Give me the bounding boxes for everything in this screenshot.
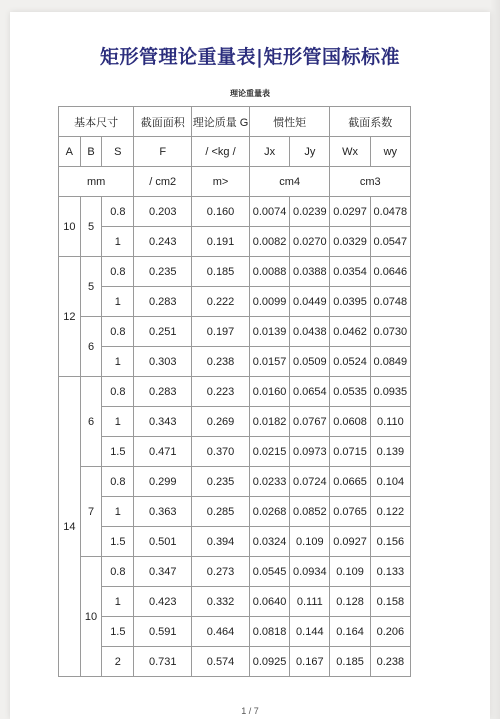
cell-f: 0.303 bbox=[134, 347, 192, 377]
cell-g: 0.394 bbox=[192, 527, 250, 557]
table-row bbox=[59, 227, 411, 257]
cell-f: 0.347 bbox=[134, 557, 192, 587]
cell-jy: 0.0973 bbox=[290, 437, 330, 467]
table-row bbox=[59, 257, 411, 287]
header-row-1 bbox=[59, 107, 411, 137]
cell-wx: 0.0395 bbox=[330, 287, 370, 317]
cell-jx: 0.0099 bbox=[249, 287, 289, 317]
cell-jy: 0.0449 bbox=[290, 287, 330, 317]
cell-g: 0.222 bbox=[192, 287, 250, 317]
cell-jy: 0.0767 bbox=[290, 407, 330, 437]
cell-g: 0.574 bbox=[192, 647, 250, 677]
cell-f: 0.501 bbox=[134, 527, 192, 557]
cell-jx: 0.0324 bbox=[249, 527, 289, 557]
cell-g: 0.191 bbox=[192, 227, 250, 257]
cell-wy: 0.0547 bbox=[370, 227, 410, 257]
cell-s: 1 bbox=[102, 347, 134, 377]
cell-f: 0.283 bbox=[134, 287, 192, 317]
cell-f: 0.471 bbox=[134, 437, 192, 467]
cell-g: 0.285 bbox=[192, 497, 250, 527]
cell-wy: 0.139 bbox=[370, 437, 410, 467]
cell-s: 0.8 bbox=[102, 257, 134, 287]
cell-b: 6 bbox=[80, 377, 102, 467]
header-mass-unit-top: / <kg / bbox=[192, 137, 250, 167]
header-section-modulus: 截面系数 bbox=[330, 107, 411, 137]
cell-jx: 0.0268 bbox=[249, 497, 289, 527]
header-mm: mm bbox=[59, 167, 134, 197]
cell-g: 0.185 bbox=[192, 257, 250, 287]
cell-g: 0.197 bbox=[192, 317, 250, 347]
cell-s: 1.5 bbox=[102, 617, 134, 647]
cell-jx: 0.0545 bbox=[249, 557, 289, 587]
cell-jy: 0.0934 bbox=[290, 557, 330, 587]
cell-jy: 0.0270 bbox=[290, 227, 330, 257]
cell-f: 0.235 bbox=[134, 257, 192, 287]
cell-s: 1 bbox=[102, 407, 134, 437]
cell-f: 0.363 bbox=[134, 497, 192, 527]
cell-wx: 0.0524 bbox=[330, 347, 370, 377]
table-row bbox=[59, 647, 411, 677]
table-row bbox=[59, 617, 411, 647]
cell-s: 0.8 bbox=[102, 197, 134, 227]
weight-table bbox=[58, 106, 411, 677]
cell-s: 0.8 bbox=[102, 467, 134, 497]
table-row bbox=[59, 497, 411, 527]
cell-jy: 0.144 bbox=[290, 617, 330, 647]
cell-jx: 0.0818 bbox=[249, 617, 289, 647]
cell-b: 7 bbox=[80, 467, 102, 557]
cell-s: 1.5 bbox=[102, 527, 134, 557]
cell-s: 0.8 bbox=[102, 317, 134, 347]
cell-wy: 0.156 bbox=[370, 527, 410, 557]
cell-wx: 0.0354 bbox=[330, 257, 370, 287]
header-row-3 bbox=[59, 167, 411, 197]
table-row bbox=[59, 317, 411, 347]
table-row bbox=[59, 467, 411, 497]
cell-g: 0.235 bbox=[192, 467, 250, 497]
cell-wy: 0.110 bbox=[370, 407, 410, 437]
scroll-edge bbox=[490, 0, 500, 719]
cell-wx: 0.0297 bbox=[330, 197, 370, 227]
header-basic-size: 基本尺寸 bbox=[59, 107, 134, 137]
cell-wy: 0.0935 bbox=[370, 377, 410, 407]
cell-s: 0.8 bbox=[102, 557, 134, 587]
header-f: F bbox=[134, 137, 192, 167]
cell-jx: 0.0233 bbox=[249, 467, 289, 497]
cell-wy: 0.0748 bbox=[370, 287, 410, 317]
cell-f: 0.423 bbox=[134, 587, 192, 617]
cell-wy: 0.133 bbox=[370, 557, 410, 587]
cell-f: 0.343 bbox=[134, 407, 192, 437]
table-caption: 理论重量表 bbox=[230, 89, 270, 98]
cell-wx: 0.0535 bbox=[330, 377, 370, 407]
cell-b: 10 bbox=[80, 557, 102, 677]
cell-b: 5 bbox=[80, 257, 102, 317]
cell-wx: 0.109 bbox=[330, 557, 370, 587]
cell-f: 0.203 bbox=[134, 197, 192, 227]
table-row bbox=[59, 527, 411, 557]
cell-f: 0.243 bbox=[134, 227, 192, 257]
cell-jx: 0.0160 bbox=[249, 377, 289, 407]
cell-wx: 0.0765 bbox=[330, 497, 370, 527]
table-row bbox=[59, 557, 411, 587]
document-page bbox=[10, 12, 490, 719]
cell-a: 10 bbox=[59, 197, 81, 257]
cell-wx: 0.0927 bbox=[330, 527, 370, 557]
cell-s: 2 bbox=[102, 647, 134, 677]
table-row bbox=[59, 407, 411, 437]
cell-jy: 0.0438 bbox=[290, 317, 330, 347]
cell-wx: 0.164 bbox=[330, 617, 370, 647]
cell-wx: 0.0608 bbox=[330, 407, 370, 437]
cell-jy: 0.109 bbox=[290, 527, 330, 557]
cell-jy: 0.0239 bbox=[290, 197, 330, 227]
cell-g: 0.160 bbox=[192, 197, 250, 227]
cell-wy: 0.122 bbox=[370, 497, 410, 527]
cell-s: 1.5 bbox=[102, 437, 134, 467]
table-row bbox=[59, 587, 411, 617]
cell-a: 12 bbox=[59, 257, 81, 377]
cell-jx: 0.0088 bbox=[249, 257, 289, 287]
cell-wx: 0.185 bbox=[330, 647, 370, 677]
header-wx: Wx bbox=[330, 137, 370, 167]
cell-g: 0.269 bbox=[192, 407, 250, 437]
cell-wx: 0.128 bbox=[330, 587, 370, 617]
header-cm3: cm3 bbox=[330, 167, 411, 197]
cell-s: 0.8 bbox=[102, 377, 134, 407]
cell-g: 0.223 bbox=[192, 377, 250, 407]
header-moment-of-inertia: 惯性矩 bbox=[249, 107, 330, 137]
cell-g: 0.273 bbox=[192, 557, 250, 587]
page-indicator: 1 / 7 bbox=[241, 706, 259, 716]
cell-wx: 0.0715 bbox=[330, 437, 370, 467]
table-row bbox=[59, 197, 411, 227]
header-wy: wy bbox=[370, 137, 410, 167]
header-cm4: cm4 bbox=[249, 167, 330, 197]
cell-jx: 0.0139 bbox=[249, 317, 289, 347]
cell-f: 0.591 bbox=[134, 617, 192, 647]
cell-wx: 0.0329 bbox=[330, 227, 370, 257]
table-row bbox=[59, 347, 411, 377]
cell-wy: 0.206 bbox=[370, 617, 410, 647]
cell-b: 6 bbox=[80, 317, 102, 377]
cell-wy: 0.0730 bbox=[370, 317, 410, 347]
cell-s: 1 bbox=[102, 227, 134, 257]
cell-wy: 0.238 bbox=[370, 647, 410, 677]
header-a: A bbox=[59, 137, 81, 167]
cell-g: 0.370 bbox=[192, 437, 250, 467]
table-row bbox=[59, 377, 411, 407]
cell-wy: 0.0478 bbox=[370, 197, 410, 227]
cell-wy: 0.0646 bbox=[370, 257, 410, 287]
table-row bbox=[59, 287, 411, 317]
header-jx: Jx bbox=[249, 137, 289, 167]
cell-g: 0.332 bbox=[192, 587, 250, 617]
cell-jy: 0.167 bbox=[290, 647, 330, 677]
header-mass-unit-bottom: m> bbox=[192, 167, 250, 197]
cell-jy: 0.0724 bbox=[290, 467, 330, 497]
cell-g: 0.238 bbox=[192, 347, 250, 377]
cell-jx: 0.0082 bbox=[249, 227, 289, 257]
cell-jy: 0.0509 bbox=[290, 347, 330, 377]
cell-wy: 0.158 bbox=[370, 587, 410, 617]
header-b: B bbox=[80, 137, 102, 167]
cell-jx: 0.0925 bbox=[249, 647, 289, 677]
cell-jx: 0.0157 bbox=[249, 347, 289, 377]
cell-jx: 0.0640 bbox=[249, 587, 289, 617]
cell-jy: 0.0654 bbox=[290, 377, 330, 407]
cell-wy: 0.104 bbox=[370, 467, 410, 497]
cell-f: 0.283 bbox=[134, 377, 192, 407]
cell-jy: 0.0852 bbox=[290, 497, 330, 527]
cell-s: 1 bbox=[102, 287, 134, 317]
cell-jx: 0.0182 bbox=[249, 407, 289, 437]
cell-jy: 0.0388 bbox=[290, 257, 330, 287]
cell-f: 0.251 bbox=[134, 317, 192, 347]
cell-wx: 0.0462 bbox=[330, 317, 370, 347]
cell-jx: 0.0074 bbox=[249, 197, 289, 227]
cell-g: 0.464 bbox=[192, 617, 250, 647]
document-title: 矩形管理论重量表|矩形管国标标准 bbox=[100, 46, 400, 68]
cell-a: 14 bbox=[59, 377, 81, 677]
cell-jx: 0.0215 bbox=[249, 437, 289, 467]
header-s: S bbox=[102, 137, 134, 167]
cell-wy: 0.0849 bbox=[370, 347, 410, 377]
cell-f: 0.731 bbox=[134, 647, 192, 677]
cell-jy: 0.111 bbox=[290, 587, 330, 617]
cell-s: 1 bbox=[102, 587, 134, 617]
header-section-area: 截面面积 bbox=[134, 107, 192, 137]
cell-wx: 0.0665 bbox=[330, 467, 370, 497]
header-row-2 bbox=[59, 137, 411, 167]
cell-s: 1 bbox=[102, 497, 134, 527]
header-theoretical-mass: 理论质量 G bbox=[192, 107, 250, 137]
cell-b: 5 bbox=[80, 197, 102, 257]
header-area-unit: / cm2 bbox=[134, 167, 192, 197]
cell-f: 0.299 bbox=[134, 467, 192, 497]
header-jy: Jy bbox=[290, 137, 330, 167]
table-row bbox=[59, 437, 411, 467]
